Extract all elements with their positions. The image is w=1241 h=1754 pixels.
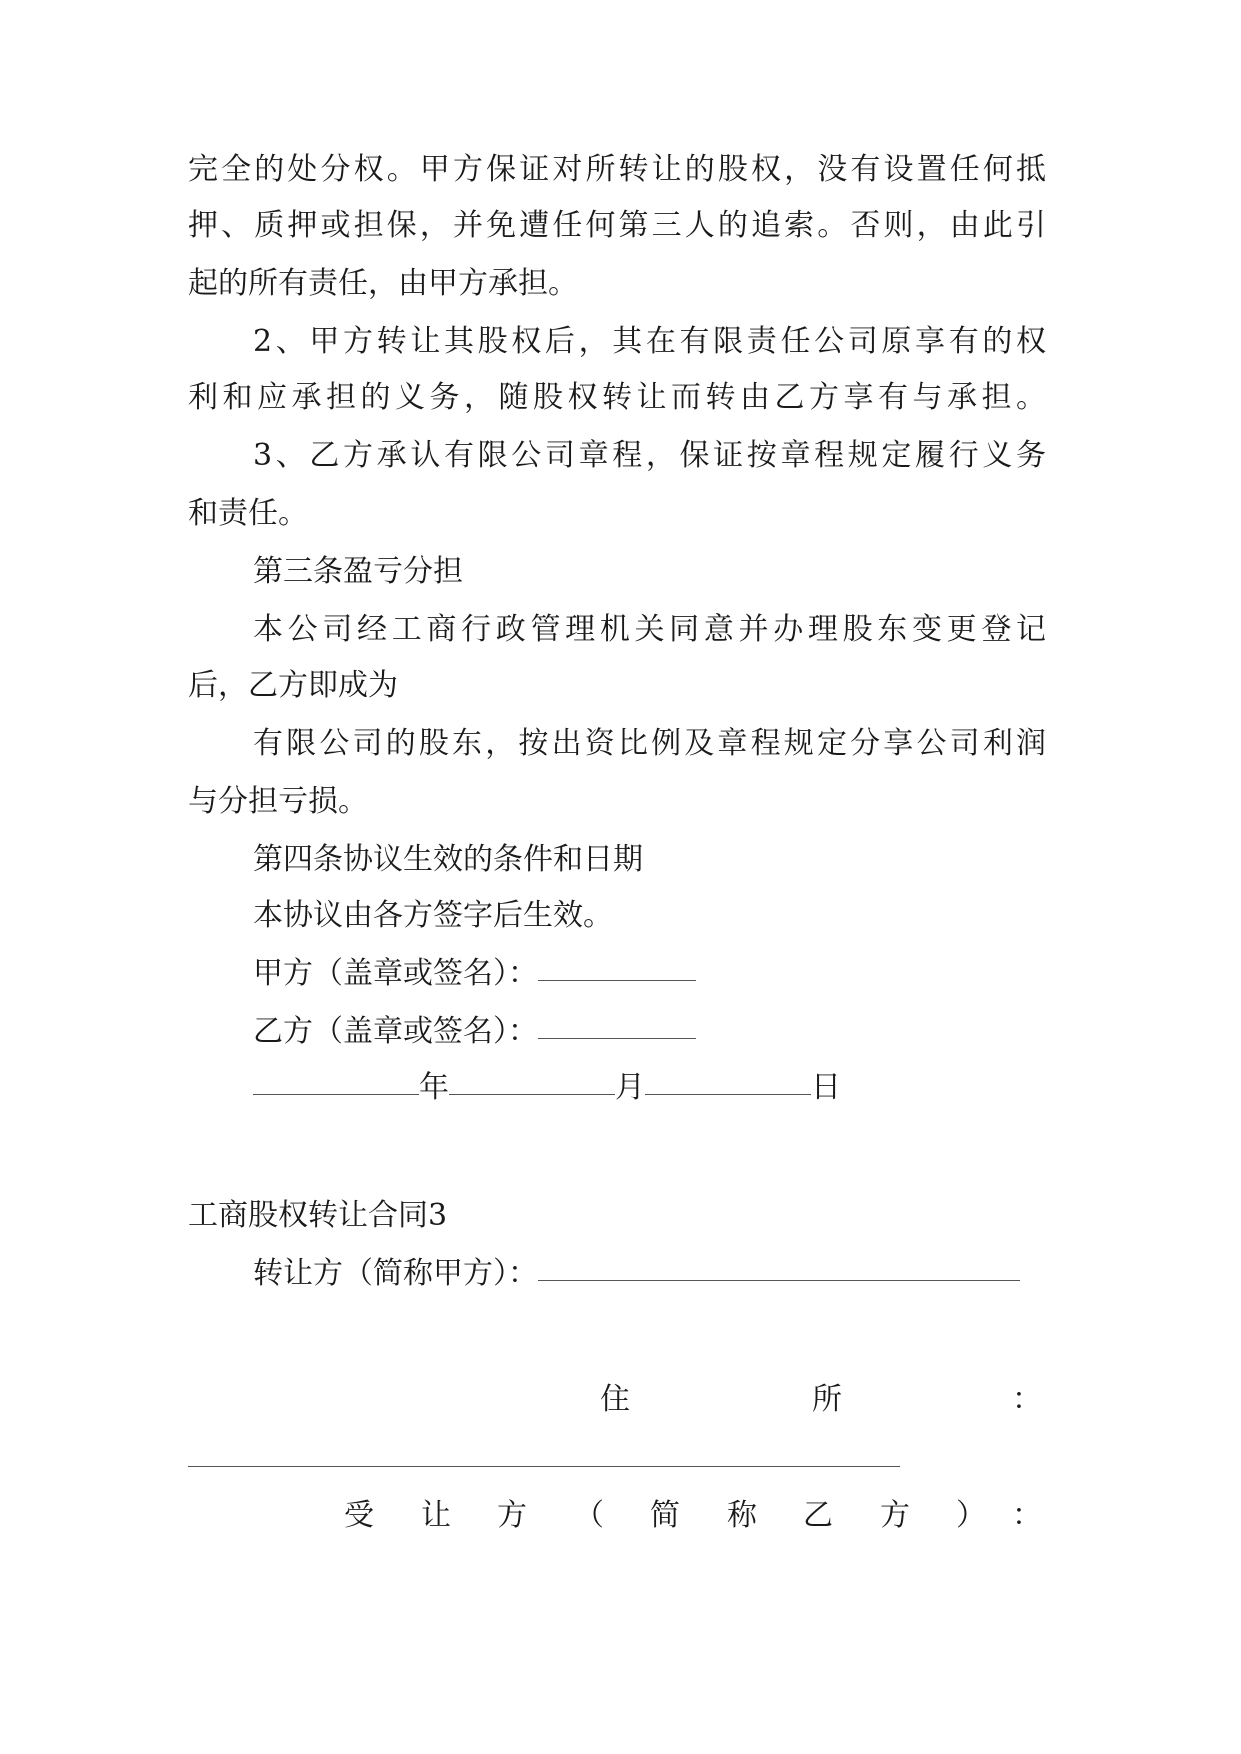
clause-2-line: 2、甲方转让其股权后，其在有限责任公司原享有的权 (253, 324, 1046, 359)
transferee-char: ） (956, 1498, 986, 1533)
clause-3-line: 3、乙方承认有限公司章程，保证按章程规定履行义务 (253, 438, 1046, 473)
section-heading: 第三条盈亏分担 (253, 554, 463, 589)
party-b-signature-line (253, 1012, 696, 1052)
paragraph-line: 押、质押或担保，并免遭任何第三人的追索。否则，由此引 (188, 208, 1046, 243)
year-label: 年 (419, 1070, 449, 1105)
address-char: 所 (812, 1382, 842, 1417)
contract-title: 工商股权转让合同3 (188, 1198, 448, 1233)
party-a-signature-line (253, 954, 696, 994)
month-label: 月 (615, 1070, 645, 1105)
paragraph-line: 有限公司的股东，按出资比例及章程规定分享公司利润 (253, 726, 1046, 761)
paragraph-line: 和责任。 (188, 496, 308, 531)
paragraph-line: 本协议由各方签字后生效。 (253, 898, 613, 933)
party-b-label: 乙方（盖章或签名）： (253, 1014, 538, 1049)
address-blank (188, 1466, 900, 1467)
date-line (253, 1068, 841, 1108)
transferor-blank (538, 1280, 1020, 1281)
transferee-char: 乙 (803, 1498, 833, 1533)
signature-blank (538, 980, 696, 981)
transferee-char: 受 (344, 1498, 374, 1533)
transferee-char: 简 (650, 1498, 680, 1533)
paragraph-line: 与分担亏损。 (188, 784, 368, 819)
paragraph-line: 完全的处分权。甲方保证对所转让的股权，没有设置任何抵 (188, 152, 1046, 187)
transferor-label: 转让方（简称甲方）： (253, 1256, 538, 1291)
section-heading: 第四条协议生效的条件和日期 (253, 842, 643, 877)
signature-blank (538, 1038, 696, 1039)
paragraph-line: 利和应承担的义务，随股权转让而转由乙方享有与承担。 (188, 380, 1046, 415)
transferee-char: 方 (497, 1498, 527, 1533)
transferee-char: ： (1012, 1498, 1042, 1533)
year-blank (253, 1094, 419, 1095)
transferee-char: 称 (727, 1498, 757, 1533)
month-blank (449, 1094, 615, 1095)
transferee-char: 让 (421, 1498, 451, 1533)
transferor-line (253, 1254, 1020, 1294)
party-a-label: 甲方（盖章或签名）： (253, 956, 538, 991)
day-label: 日 (811, 1070, 841, 1105)
transferee-char: （ (574, 1498, 604, 1533)
paragraph-line: 后，乙方即成为 (188, 668, 398, 703)
day-blank (645, 1094, 811, 1095)
transferee-char: 方 (880, 1498, 910, 1533)
paragraph-line: 起的所有责任，由甲方承担。 (188, 266, 578, 301)
paragraph-line: 本公司经工商行政管理机关同意并办理股东变更登记 (253, 612, 1046, 647)
address-char: 住 (600, 1382, 630, 1417)
address-char: ： (1012, 1382, 1042, 1417)
